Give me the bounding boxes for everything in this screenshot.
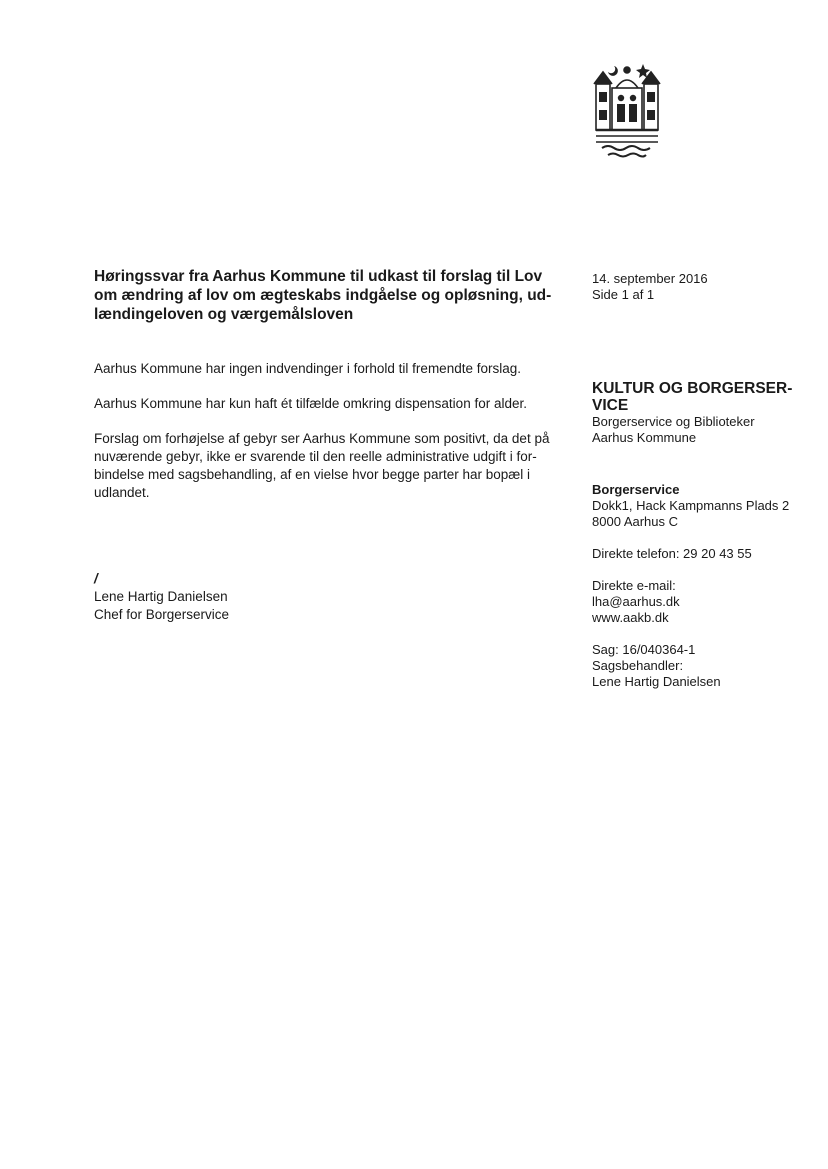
- body-paragraph-3-line-2: nuværende gebyr, ikke er svarende til den reelle administrative udgift i for-: [94, 449, 537, 464]
- body-paragraph-3-line-4: udlandet.: [94, 485, 150, 500]
- case-handler-name: Lene Hartig Danielsen: [592, 674, 721, 689]
- title-line-2: om ændring af lov om ægteskabs indgåelse og opløsning, ud-: [94, 287, 552, 304]
- address-line-1: Dokk1, Hack Kampmanns Plads 2: [592, 498, 790, 513]
- website-link[interactable]: www.aakb.dk: [592, 610, 669, 625]
- signature-role: Chef for Borgerservice: [94, 607, 230, 622]
- body-paragraph-3-line-3: bindelse med sagsbehandling, af en vielse hvor begge parter har bopæl i: [94, 467, 531, 482]
- signature-block: [94, 570, 229, 624]
- body-paragraph-1: Aarhus Kommune har ingen indvendinger i forhold til fremendte forslag.: [94, 361, 521, 376]
- signature-name: Lene Hartig Danielsen: [94, 589, 228, 604]
- direct-phone: Direkte telefon: 29 20 43 55: [592, 546, 752, 561]
- title-line-1: Høringssvar fra Aarhus Kommune til udkast til forslag til Lov: [94, 268, 543, 285]
- page-number: Side 1 af 1: [592, 287, 655, 302]
- document-title: [94, 267, 564, 324]
- unit-name: Borgerservice: [592, 482, 680, 497]
- title-line-3: lændingeloven og værgemålsloven: [94, 306, 354, 323]
- email-label: Direkte e-mail:: [592, 578, 676, 593]
- body-paragraph-2: Aarhus Kommune har kun haft ét tilfælde omkring dispensation for alder.: [94, 396, 527, 411]
- address-line-2: 8000 Aarhus C: [592, 514, 679, 529]
- aarhus-coat-of-arms-logo: [588, 58, 666, 162]
- department-name: [592, 380, 822, 414]
- letter-date: 14. september 2016: [592, 271, 708, 286]
- email-link[interactable]: lha@aarhus.dk: [592, 594, 680, 609]
- body-paragraph-3: [94, 430, 564, 502]
- department-line-2: VICE: [592, 397, 629, 414]
- case-handler-label: Sagsbehandler:: [592, 658, 684, 673]
- letter-body: [94, 360, 564, 519]
- sidebar-info: [592, 271, 822, 690]
- body-paragraph-3-line-1: Forslag om forhøjelse af gebyr ser Aarhus Kommune som positivt, da det på: [94, 431, 550, 446]
- signature-slash: /: [94, 571, 98, 586]
- department-line-1: KULTUR OG BORGERSER-: [592, 380, 793, 397]
- case-number: Sag: 16/040364-1: [592, 642, 696, 657]
- department-sub-2: Aarhus Kommune: [592, 430, 697, 445]
- department-sub-1: Borgerservice og Biblioteker: [592, 414, 755, 429]
